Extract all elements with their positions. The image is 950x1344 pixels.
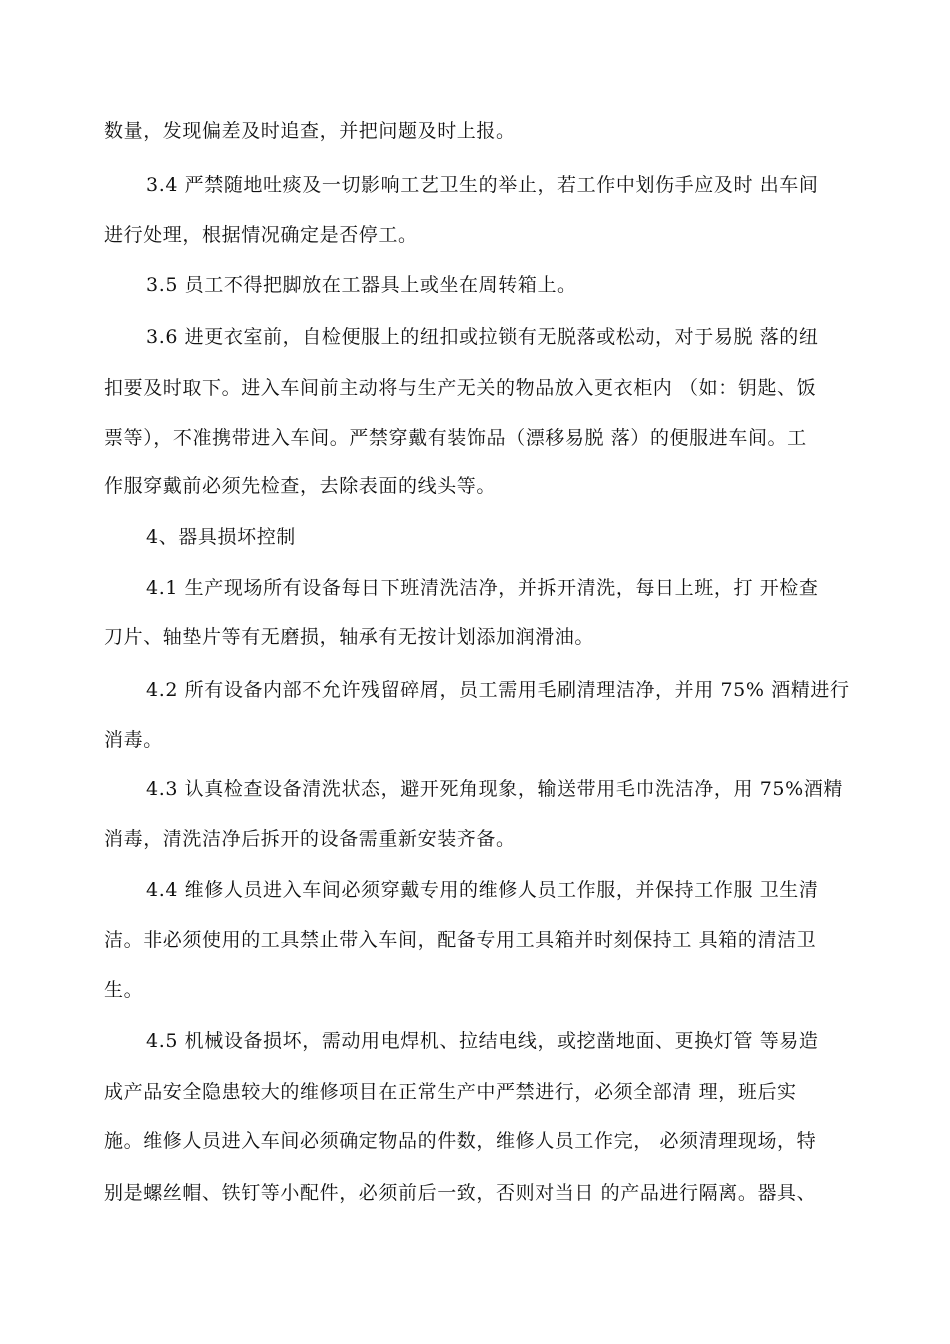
text-line: 消毒。 — [104, 729, 163, 751]
text-line: 4.3 认真检查设备清洗状态，避开死角现象，输送带用毛巾洗洁净，用 75%酒精 — [146, 778, 843, 800]
text-line: 进行处理，根据情况确定是否停工。 — [104, 224, 418, 246]
text-line: 4.5 机械设备损坏，需动用电焊机、拉结电线，或挖凿地面、更换灯管 等易造 — [146, 1030, 819, 1052]
text-line: 别是螺丝帽、铁钉等小配件，必须前后一致，否则对当日 的产品进行隔离。器具、 — [104, 1182, 817, 1204]
text-line: 刀片、轴垫片等有无磨损，轴承有无按计划添加润滑油。 — [104, 626, 595, 648]
text-line: 4.2 所有设备内部不允许残留碎屑，员工需用毛刷清理洁净，并用 75% 酒精进行 — [146, 679, 850, 701]
text-line: 施。维修人员进入车间必须确定物品的件数，维修人员工作完， 必须清理现场，特 — [104, 1130, 817, 1152]
text-line: 数量，发现偏差及时追查，并把问题及时上报。 — [104, 120, 516, 142]
text-line: 扣要及时取下。进入车间前主动将与生产无关的物品放入更衣柜内 （如：钥匙、饭 — [104, 377, 817, 399]
text-line: 3.6 进更衣室前，自检便服上的纽扣或拉锁有无脱落或松动，对于易脱 落的纽 — [146, 326, 819, 348]
text-line: 消毒，清洗洁净后拆开的设备需重新安装齐备。 — [104, 828, 516, 850]
text-line: 票等），不准携带进入车间。严禁穿戴有装饰品（漂移易脱 落）的便服进车间。工 — [104, 427, 807, 449]
text-line: 成产品安全隐患较大的维修项目在正常生产中严禁进行，必须全部清 理，班后实 — [104, 1081, 797, 1103]
text-line: 生。 — [104, 979, 144, 1001]
text-line: 洁。非必须使用的工具禁止带入车间，配备专用工具箱并时刻保持工 具箱的清洁卫 — [104, 929, 817, 951]
text-line: 4.4 维修人员进入车间必须穿戴专用的维修人员工作服，并保持工作服 卫生清 — [146, 879, 819, 901]
text-line: 作服穿戴前必须先检查，去除表面的线头等。 — [104, 475, 497, 497]
text-line: 3.5 员工不得把脚放在工器具上或坐在周转箱上。 — [146, 274, 577, 296]
section-heading: 4、器具损坏控制 — [146, 526, 296, 548]
text-line: 4.1 生产现场所有设备每日下班清洗洁净，并拆开清洗，每日上班，打 开检查 — [146, 577, 819, 599]
text-line: 3.4 严禁随地吐痰及一切影响工艺卫生的举止，若工作中划伤手应及时 出车间 — [146, 174, 819, 196]
